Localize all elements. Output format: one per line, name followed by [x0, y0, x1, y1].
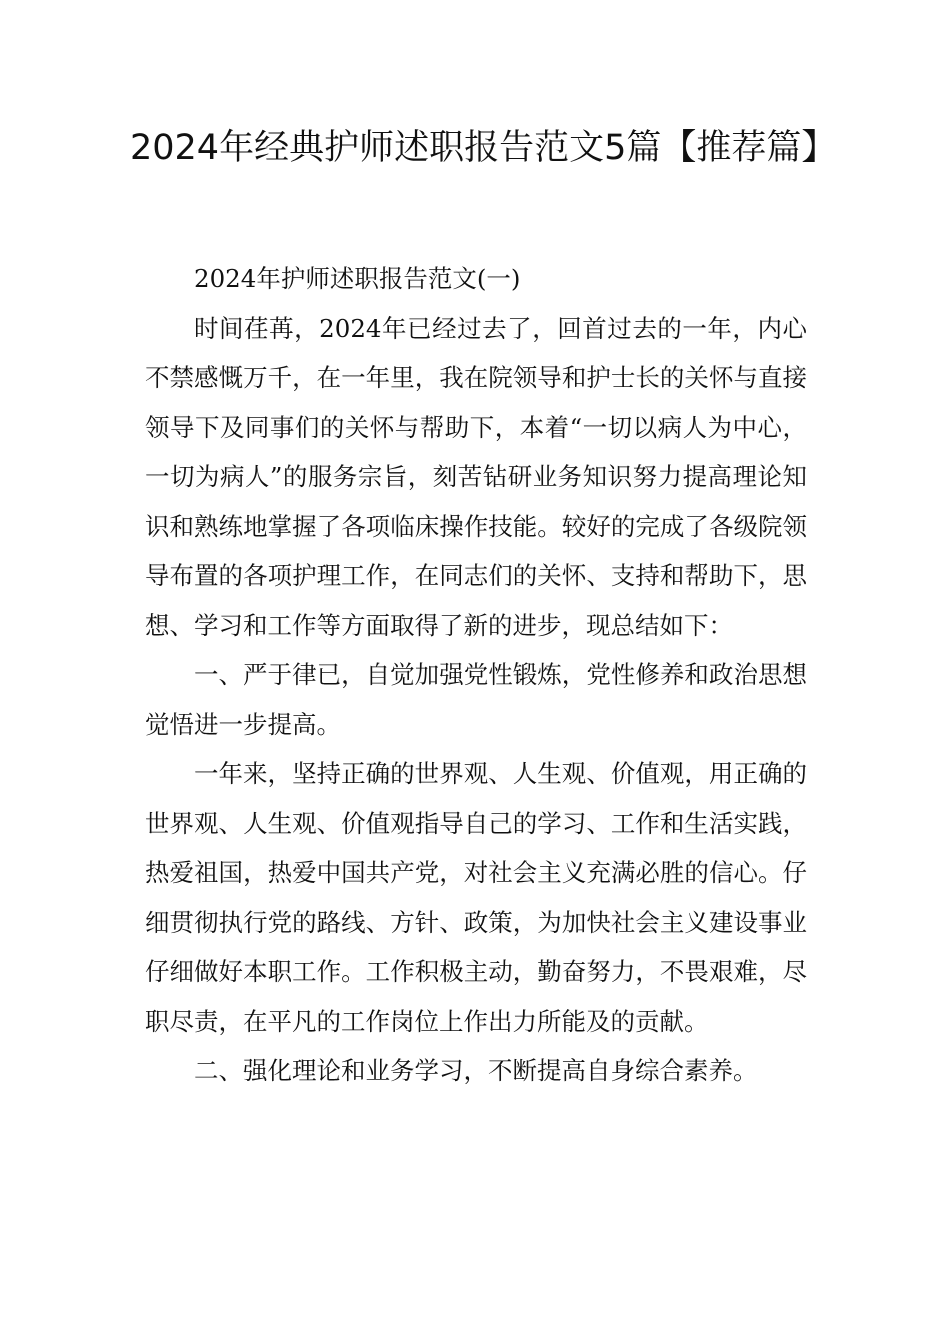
section-subtitle: 2024年护师述职报告范文(一): [194, 264, 521, 293]
paragraph-section-one-body: 一年来，坚持正确的世界观、人生观、价值观，用正确的世界观、人生观、价值观指导自己的学习、工作和生活实践，热爱祖国，热爱中国共产党，对社会主义充满必胜的信心。仔细贯彻执行党的路线、方针、政策，为加快社会主义建设事业仔细做好本职工作。工作积极主动，勤奋努力，不畏艰难，尽职尽责，在平凡的工作岗位上作出力所能及的贡献。: [145, 759, 807, 1036]
paragraph-intro: 时间荏苒，2024年已经过去了，回首过去的一年，内心不禁感慨万千，在一年里，我在院领导和护士长的关怀与直接领导下及同事们的关怀与帮助下，本着“一切以病人为中心，一切为病人”的服务宗旨，刻苦钻研业务知识努力提高理论知识和熟练地掌握了各项临床操作技能。较好的完成了各级院领导布置的各项护理工作，在同志们的关怀、支持和帮助下，思想、学习和工作等方面取得了新的进步，现总结如下：: [145, 313, 807, 640]
paragraph-section-two-heading: 二、强化理论和业务学习，不断提高自身综合素养。: [194, 1056, 758, 1085]
document-body: [145, 254, 807, 1096]
paragraph-section-one-heading: 一、严于律已，自觉加强党性锻炼，党性修养和政治思想觉悟进一步提高。: [145, 660, 807, 739]
document-title: 2024年经典护师述职报告范文5篇【推荐篇】: [130, 128, 837, 168]
